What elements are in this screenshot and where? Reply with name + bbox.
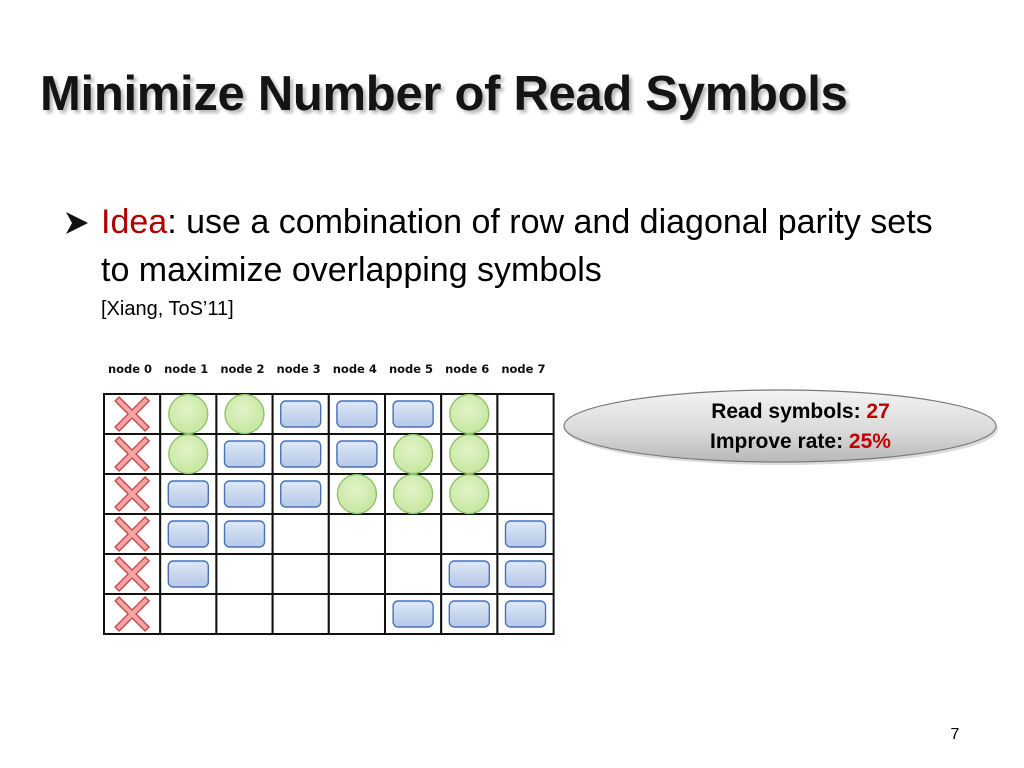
row-parity-symbol xyxy=(450,475,489,514)
diagonal-parity-symbol xyxy=(225,441,265,467)
diagonal-parity-symbol xyxy=(449,561,489,587)
node-label: node 3 xyxy=(276,362,321,376)
result-callout xyxy=(559,385,1002,467)
grid-cell xyxy=(160,594,216,634)
grid-cell xyxy=(385,554,441,594)
diagonal-parity-symbol xyxy=(168,521,208,547)
idea-bullet xyxy=(64,198,944,324)
diagonal-parity-symbol xyxy=(225,481,265,507)
grid-cell xyxy=(273,594,329,634)
diagonal-parity-symbol xyxy=(281,441,321,467)
improve-rate-line xyxy=(599,427,1002,457)
grid-cell xyxy=(385,514,441,554)
row-parity-symbol xyxy=(394,475,433,514)
grid-cell xyxy=(329,514,385,554)
page-number: 7 xyxy=(950,726,960,743)
callout-text xyxy=(559,397,1002,457)
diagonal-parity-symbol xyxy=(281,401,321,427)
node-label: node 4 xyxy=(332,362,377,376)
grid-cell xyxy=(216,594,272,634)
node-label: node 7 xyxy=(501,362,546,376)
grid-cell xyxy=(273,514,329,554)
diagonal-parity-symbol xyxy=(337,401,377,427)
row-parity-symbol xyxy=(450,435,489,474)
diagonal-parity-symbol xyxy=(506,601,546,627)
row-parity-symbol xyxy=(450,395,489,434)
diagonal-parity-symbol xyxy=(337,441,377,467)
bullet-text xyxy=(101,198,944,324)
grid-cell xyxy=(273,554,329,594)
read-symbols-label: Read symbols: xyxy=(711,400,867,423)
diagonal-parity-symbol xyxy=(168,481,208,507)
read-symbols-value: 27 xyxy=(866,400,890,423)
grid-cell xyxy=(216,554,272,594)
arrow-bullet-icon xyxy=(64,210,90,236)
diagonal-parity-symbol xyxy=(393,601,433,627)
diagonal-parity-symbol xyxy=(506,521,546,547)
grid-cell xyxy=(497,434,553,474)
diagonal-parity-symbol xyxy=(393,401,433,427)
row-parity-symbol xyxy=(169,395,208,434)
node-label: node 5 xyxy=(388,362,434,376)
idea-description: : use a combination of row and diagonal parity sets to maximize overlapping symbols xyxy=(101,203,933,289)
row-parity-symbol xyxy=(169,435,208,474)
node-label: node 6 xyxy=(445,362,490,376)
node-label: node 1 xyxy=(164,362,209,376)
symbol-grid xyxy=(100,388,556,640)
grid-cell xyxy=(497,474,553,514)
citation: [Xiang, ToS’11] xyxy=(101,298,234,320)
diagonal-parity-symbol xyxy=(168,561,208,587)
node-label: node 2 xyxy=(220,362,265,376)
diagonal-parity-symbol xyxy=(225,521,265,547)
idea-keyword: Idea xyxy=(101,203,168,241)
node-labels xyxy=(102,362,552,380)
diagonal-parity-symbol xyxy=(281,481,321,507)
row-parity-symbol xyxy=(394,435,433,474)
grid-cell xyxy=(441,514,497,554)
slide-title: Minimize Number of Read Symbols xyxy=(40,67,848,121)
read-symbols-line xyxy=(599,397,1002,427)
improve-rate-label: Improve rate: xyxy=(710,430,849,453)
improve-rate-value: 25% xyxy=(848,430,891,453)
node-label: node 0 xyxy=(107,362,153,376)
row-parity-symbol xyxy=(337,475,376,514)
diagonal-parity-symbol xyxy=(506,561,546,587)
grid-cell xyxy=(497,394,553,434)
diagonal-parity-symbol xyxy=(449,601,489,627)
grid-cell xyxy=(329,554,385,594)
grid-cell xyxy=(329,594,385,634)
row-parity-symbol xyxy=(225,395,264,434)
